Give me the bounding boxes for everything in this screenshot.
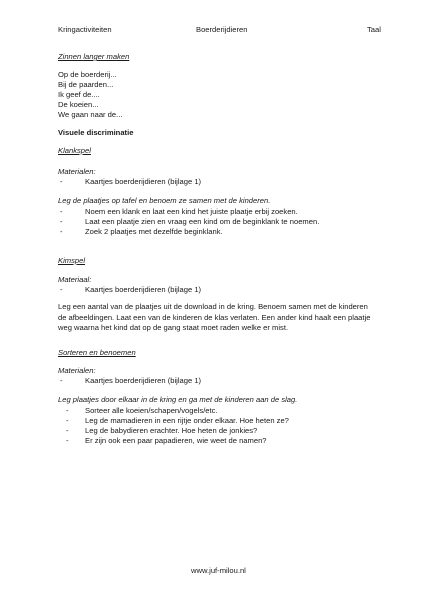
step-item: Zoek 2 plaatjes met dezelfde beginklank.: [85, 227, 223, 236]
list-dash: -: [60, 227, 63, 236]
section-title-visuele: Visuele discriminatie: [58, 128, 134, 137]
header-right: Taal: [367, 25, 381, 34]
list-dash: -: [60, 207, 63, 216]
section-heading-zinnen: Zinnen langer maken: [58, 52, 130, 61]
list-dash: -: [60, 217, 63, 226]
step-item: Sorteer alle koeien/schapen/vogels/etc.: [85, 406, 218, 415]
materials-label: Materialen:: [58, 167, 96, 176]
list-dash: -: [66, 416, 69, 425]
step-item: Leg de mamadieren in een rijtje onder elkaar. Hoe heten ze?: [85, 416, 289, 425]
kimspel-paragraph: Leg een aantal van de plaatjes uit de download in de kring. Benoem samen met de kinderen de afbeeldingen. Laat een van de kinderen de klas verlaten. Een ander kind haalt een plaatje weg waarna het kind dat op de gang staat moet raden welke er mist.: [58, 302, 371, 332]
header-left: Kringactiviteiten: [58, 25, 112, 34]
sentence-line: We gaan naar de...: [58, 110, 123, 119]
materials-item: Kaartjes boerderijdieren (bijlage 1): [85, 177, 202, 186]
section-heading-sorteren: Sorteren en benoemen: [58, 348, 136, 357]
materials-label: Materiaal:: [58, 275, 92, 284]
sentence-line: Ik geef de....: [58, 90, 100, 99]
header-center: Boerderijdieren: [196, 25, 248, 34]
section-heading-klankspel: Klankspel: [58, 146, 91, 155]
list-dash: -: [66, 426, 69, 435]
step-item: Leg de babydieren erachter. Hoe heten de jonkies?: [85, 426, 258, 435]
step-item: Er zijn ook een paar papadieren, wie weet de namen?: [85, 436, 267, 445]
sentence-line: Op de boerderij...: [58, 70, 117, 79]
list-dash: -: [60, 376, 63, 385]
step-item: Noem een klank en laat een kind het juiste plaatje erbij zoeken.: [85, 207, 298, 216]
materials-label: Materialen:: [58, 366, 96, 375]
materials-item: Kaartjes boerderijdieren (bijlage 1): [85, 376, 202, 385]
instruction-text: Leg de plaatjes op tafel en benoem ze samen met de kinderen.: [58, 196, 271, 205]
sentence-line: De koeien...: [58, 100, 99, 109]
materials-item: Kaartjes boerderijdieren (bijlage 1): [85, 285, 202, 294]
footer-website: www.juf-milou.nl: [191, 566, 246, 575]
step-item: Laat een plaatje zien en vraag een kind om de beginklank te noemen.: [85, 217, 320, 226]
sentence-line: Bij de paarden...: [58, 80, 114, 89]
list-dash: -: [60, 285, 63, 294]
section-heading-kimspel: Kimspel: [58, 256, 86, 265]
instruction-text: Leg plaatjes door elkaar in de kring en ga met de kinderen aan de slag.: [58, 395, 298, 404]
list-dash: -: [66, 436, 69, 445]
list-dash: -: [60, 177, 63, 186]
list-dash: -: [66, 406, 69, 415]
